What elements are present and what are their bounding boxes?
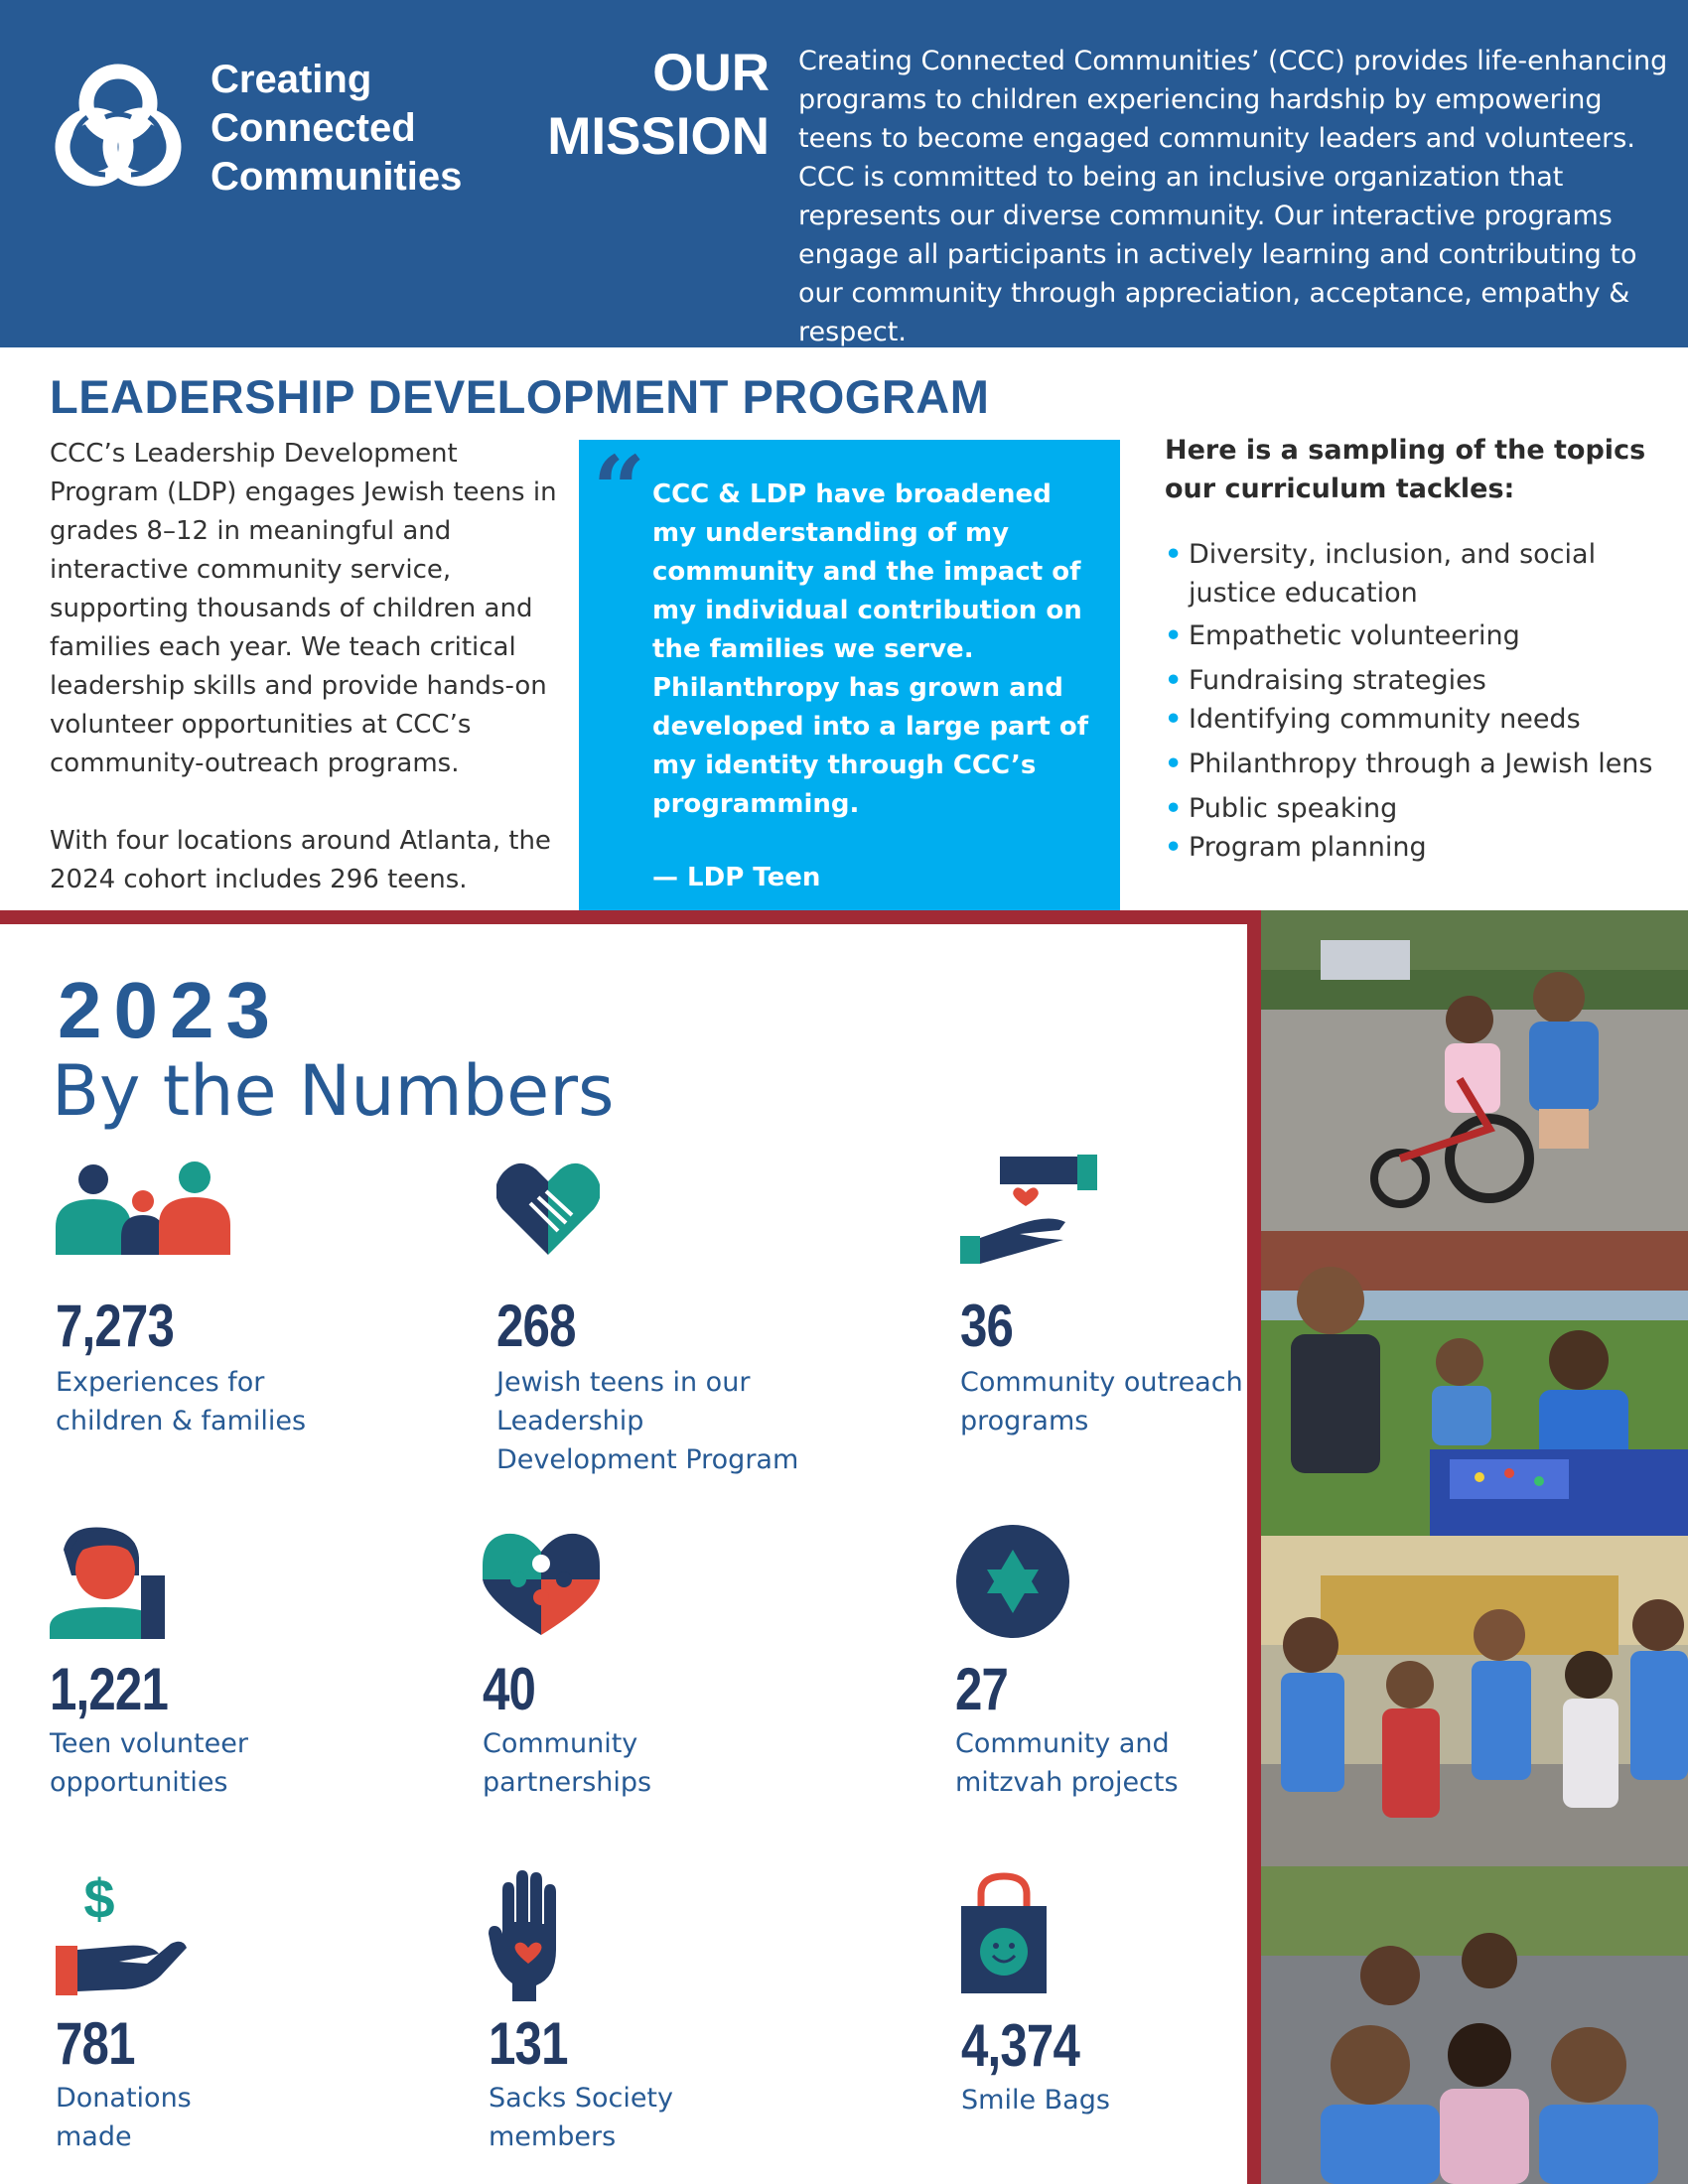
photo-kids-lego-table	[1261, 1231, 1688, 1536]
bullet-icon: •	[1165, 704, 1183, 735]
stat-label: Sacks Society members	[489, 2083, 673, 2152]
ldp-title: LEADERSHIP DEVELOPMENT PROGRAM	[50, 370, 990, 423]
svg-text:$: $	[83, 1867, 115, 1930]
org-name-line: Creating	[211, 58, 372, 101]
list-item	[1165, 828, 1671, 867]
stat-card	[483, 1532, 810, 1830]
handshake-heart-icon	[496, 1160, 600, 1257]
stat-value: 27	[955, 1656, 1009, 1722]
mission-text: Creating Connected Communities’ (CCC) provides life-enhancing programs to children experiencing hardship by empowering teens to become engaged community leaders and volunteers. CCC is committed to being an inclusive organization that represents our diverse community. Our interactive programs engage all participants in actively learning and contributing to our community through appreciation, acceptance, empathy & respect.	[798, 46, 1668, 347]
dollar-hand-icon	[56, 1866, 187, 1995]
stat-value: 781	[56, 2010, 135, 2077]
org-name-line: Connected	[211, 106, 416, 150]
stat-card	[50, 1524, 377, 1822]
mission-title-line: MISSION	[547, 107, 770, 166]
testimonial-quote	[579, 436, 1120, 910]
topic-label: Public speaking	[1189, 793, 1398, 824]
ldp-paragraph: With four locations around Atlanta, the 2024 cohort includes 296 teens.	[50, 826, 551, 894]
stat-label: Community partnerships	[483, 1728, 652, 1798]
star-of-david-icon	[955, 1524, 1070, 1639]
stat-label: Smile Bags	[961, 2085, 1110, 2116]
stat-label: Community and mitzvah projects	[955, 1728, 1179, 1798]
family-icon	[56, 1160, 230, 1259]
org-name-line: Communities	[211, 155, 463, 199]
numbers-heading: By the Numbers	[52, 1050, 615, 1132]
stat-value: 36	[960, 1293, 1014, 1359]
stat-label: Jewish teens in our Leadership Development Program	[496, 1367, 799, 1475]
puzzle-heart-icon	[483, 1532, 600, 1635]
stat-value: 131	[489, 2010, 568, 2077]
bullet-icon: •	[1165, 620, 1183, 651]
quote-mark-icon: “	[593, 436, 645, 543]
volunteer-person-icon	[50, 1524, 165, 1639]
raised-hand-heart-icon	[489, 1870, 566, 2001]
list-item	[1165, 745, 1671, 783]
numbers-year: 2023	[58, 966, 282, 1054]
ldp-paragraph: CCC’s Leadership Development Program (LDP) engages Jewish teens in grades 8–12 in meaningful and interactive community service, supporting thousands of children and families each year. We teach critical leadership skills and provide hands-on volunteer opportunities at CCC’s community-outreach programs.	[50, 439, 557, 778]
ccc-logo-icon	[48, 58, 189, 199]
topic-label: Diversity, inclusion, and social justice education	[1189, 539, 1597, 609]
quote-attribution: — LDP Teen	[652, 863, 821, 892]
topics-list	[1165, 535, 1671, 867]
stat-card	[489, 1870, 816, 2168]
stat-card	[961, 1872, 1289, 2170]
stat-card	[56, 1866, 383, 2164]
stat-label: Experiences for children & families	[56, 1367, 307, 1436]
list-item	[1165, 789, 1671, 828]
smile-bag-icon	[961, 1872, 1047, 1993]
bullet-icon: •	[1165, 832, 1183, 863]
photo-smiling-teens	[1261, 1866, 1688, 2184]
bullet-icon: •	[1165, 749, 1183, 779]
topic-label: Program planning	[1189, 832, 1427, 863]
photo-girl-on-tricycle	[1261, 910, 1688, 1231]
stat-card	[56, 1160, 383, 1477]
stat-value: 4,374	[961, 2012, 1080, 2079]
topic-label: Philanthropy through a Jewish lens	[1189, 749, 1653, 779]
photo-group-of-kids	[1261, 1536, 1688, 1866]
stat-label: Teen volunteer opportunities	[50, 1728, 248, 1798]
mission-title-line: OUR	[652, 44, 770, 102]
bullet-icon: •	[1165, 539, 1183, 570]
org-name	[211, 56, 462, 202]
mission-title	[516, 42, 770, 169]
stat-card	[955, 1524, 1283, 1822]
stat-value: 268	[496, 1293, 576, 1359]
list-item	[1165, 535, 1671, 613]
topic-label: Identifying community needs	[1189, 704, 1581, 735]
stat-value: 7,273	[56, 1293, 175, 1359]
quote-text: CCC & LDP have broadened my understanding of my community and the impact of my individual contribution on the families we serve. Philanthropy has grown and developed into a large part of my identity through CCC’s programming.	[652, 479, 1089, 819]
list-item	[1165, 661, 1671, 700]
bullet-icon: •	[1165, 793, 1183, 824]
stat-card	[496, 1160, 824, 1477]
giving-hand-heart-icon	[960, 1155, 1099, 1266]
topic-label: Empathetic volunteering	[1189, 620, 1520, 651]
stat-card	[960, 1155, 1288, 1472]
list-item	[1165, 700, 1671, 739]
topics-heading: Here is a sampling of the topics our curriculum tackles:	[1165, 435, 1646, 504]
list-item	[1165, 616, 1671, 655]
stat-value: 40	[483, 1656, 536, 1722]
ldp-description	[50, 435, 566, 938]
bullet-icon: •	[1165, 665, 1183, 696]
stat-label: Donations made	[56, 2083, 192, 2152]
mission-header	[0, 0, 1688, 347]
stat-label: Community outreach programs	[960, 1367, 1243, 1436]
topic-label: Fundraising strategies	[1189, 665, 1486, 696]
stat-value: 1,221	[50, 1656, 169, 1722]
